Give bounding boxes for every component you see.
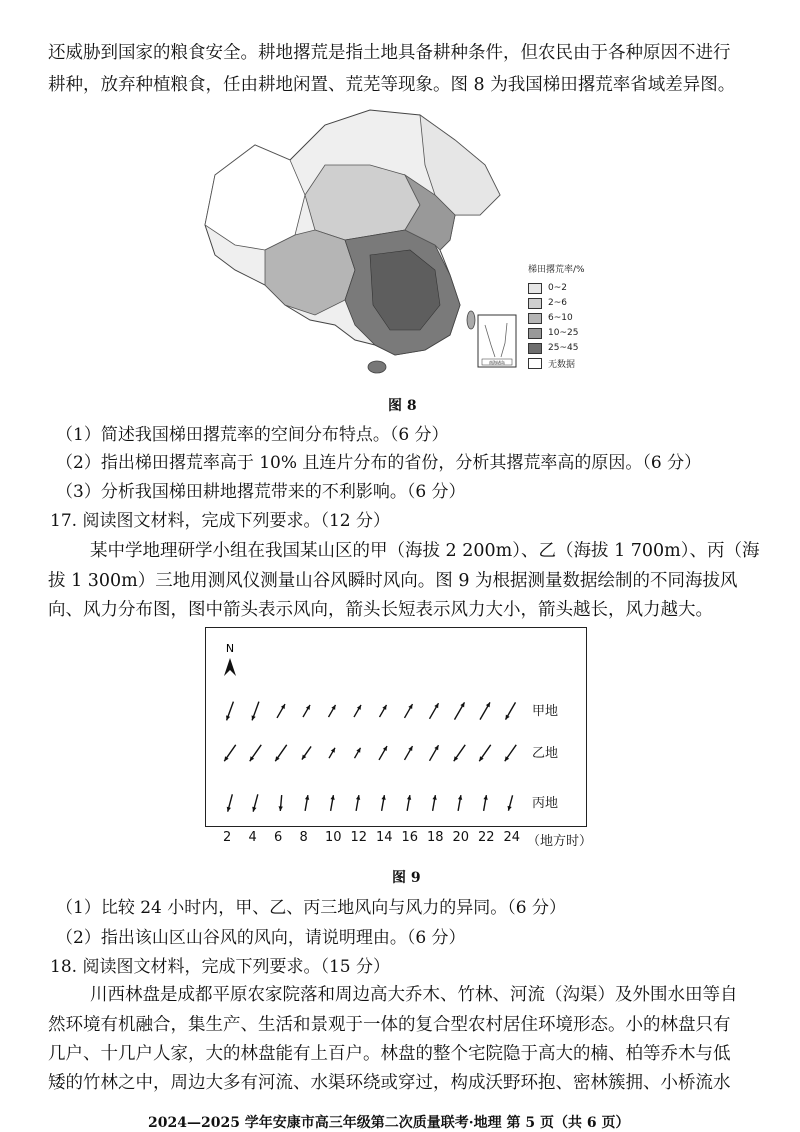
x-tick-label: 18 bbox=[427, 830, 444, 845]
wind-arrow bbox=[506, 702, 516, 719]
wind-arrow bbox=[381, 795, 385, 811]
legend-item bbox=[528, 281, 585, 295]
legend-item bbox=[528, 356, 585, 370]
site-label-bing: 丙地 bbox=[532, 796, 559, 811]
x-tick-label: 2 bbox=[223, 830, 232, 845]
wind-arrow bbox=[279, 795, 283, 811]
x-tick-label: 14 bbox=[376, 830, 393, 845]
wind-arrow bbox=[480, 702, 490, 719]
wind-arrow bbox=[380, 705, 387, 717]
q18-para-4: 矮的竹林之中，周边大多有河流、水渠环绕或穿过，构成沃野环抱、密林簇拥、小桥流水 bbox=[48, 1073, 731, 1093]
north-label: N bbox=[225, 642, 235, 655]
page-footer: 2024—2025 学年安康市高三年级第二次质量联考·地理 第 5 页（共 6 页） bbox=[148, 1115, 630, 1131]
legend-item bbox=[528, 311, 585, 325]
wind-arrow bbox=[354, 705, 361, 717]
legend-title: 梯田撂荒率/% bbox=[528, 265, 585, 275]
north-arrow bbox=[224, 642, 236, 676]
wind-arrow bbox=[407, 795, 411, 811]
figure-9-caption: 图 9 bbox=[392, 870, 421, 886]
wind-arrow bbox=[483, 795, 487, 811]
legend-label: 0~2 bbox=[548, 283, 567, 293]
q17-heading: 17. 阅读图文材料，完成下列要求。（12 分） bbox=[50, 511, 390, 531]
figure-8-caption: 图 8 bbox=[388, 398, 417, 414]
map-taiwan bbox=[467, 311, 475, 329]
q18-para-2: 然环境有机融合，集生产、生活和景观于一体的复合型农村居住环境形态。小的林盘只有 bbox=[48, 1015, 731, 1035]
q17-para-1: 某中学地理研学小组在我国某山区的甲（海拔 2 200m）、乙（海拔 1 700m）、丙（海 bbox=[90, 541, 760, 561]
legend-label: 10~25 bbox=[548, 328, 579, 338]
x-tick-label: 16 bbox=[401, 830, 419, 845]
wind-arrow bbox=[250, 745, 261, 761]
map-region-north bbox=[305, 165, 420, 240]
legend-swatch bbox=[528, 343, 542, 354]
wind-arrow bbox=[479, 745, 490, 761]
q16-sub1: （1）简述我国梯田撂荒率的空间分布特点。（6 分） bbox=[56, 425, 449, 445]
x-tick-label: 6 bbox=[274, 830, 283, 845]
wind-chart-svg bbox=[206, 628, 586, 826]
x-tick-label: 12 bbox=[350, 830, 368, 845]
legend-swatch bbox=[528, 283, 542, 294]
wind-arrow bbox=[430, 745, 439, 761]
q16-sub2: （2）指出梯田撂荒率高于 10% 且连片分布的省份，分析其撂荒率高的原因。（6 分） bbox=[56, 453, 702, 473]
x-tick-label: 8 bbox=[299, 830, 308, 845]
wind-arrow bbox=[455, 702, 465, 719]
wind-arrow bbox=[507, 795, 512, 810]
wind-arrow bbox=[379, 746, 387, 760]
wind-arrow bbox=[432, 795, 436, 811]
china-map bbox=[195, 105, 525, 380]
wind-arrow bbox=[305, 795, 309, 811]
wind-arrow bbox=[252, 702, 259, 721]
legend-swatch bbox=[528, 328, 542, 339]
legend-item bbox=[528, 296, 585, 310]
wind-arrow bbox=[277, 704, 285, 718]
q18-para-3: 几户、十几户人家，大的林盘能有上百户。林盘的整个宅院隐于高大的楠、柏等乔木与低 bbox=[48, 1044, 731, 1064]
wind-chart bbox=[205, 627, 587, 827]
map-region-nodata bbox=[205, 145, 305, 250]
site-label-jia: 甲地 bbox=[532, 704, 559, 719]
x-tick-label: 22 bbox=[478, 830, 495, 845]
map-inset-label: 南海诸岛 bbox=[489, 360, 505, 365]
wind-arrow bbox=[252, 794, 258, 811]
x-tick-label: 10 bbox=[325, 830, 342, 845]
legend-item bbox=[528, 326, 585, 340]
intro-line-2: 耕种，放弃种植粮食，任由耕地闲置、荒芜等现象。图 8 为我国梯田撂荒率省域差异图。 bbox=[48, 75, 736, 95]
x-tick-label: 24 bbox=[503, 830, 521, 845]
x-tick-label: 20 bbox=[452, 830, 470, 845]
wind-arrow bbox=[227, 794, 233, 811]
q16-sub3: （3）分析我国梯田耕地撂荒带来的不利影响。（6 分） bbox=[56, 482, 466, 502]
q17-para-3: 向、风力分布图，图中箭头表示风向，箭头长短表示风力大小，箭头越长，风力越大。 bbox=[48, 600, 713, 620]
legend-swatch bbox=[528, 298, 542, 309]
wind-arrow bbox=[356, 795, 360, 811]
legend-swatch bbox=[528, 313, 542, 324]
wind-arrow bbox=[329, 705, 336, 717]
map-hainan bbox=[368, 361, 386, 373]
site-label-yi: 乙地 bbox=[532, 746, 559, 761]
wind-arrow bbox=[226, 702, 233, 721]
wind-arrow bbox=[275, 745, 286, 761]
wind-arrow bbox=[302, 746, 311, 759]
wind-arrow bbox=[329, 748, 335, 758]
wind-arrow bbox=[430, 703, 439, 719]
wind-arrow bbox=[355, 748, 361, 758]
wind-arrow bbox=[505, 745, 516, 761]
intro-line-1: 还威胁到国家的粮食安全。耕地撂荒是指土地具备耕种条件，但农民由于各种原因不进行 bbox=[48, 43, 731, 63]
x-tick-label: 4 bbox=[248, 830, 257, 845]
wind-arrow bbox=[405, 746, 413, 760]
wind-arrow bbox=[458, 795, 462, 811]
wind-arrow bbox=[405, 704, 413, 718]
legend-item bbox=[528, 341, 585, 355]
q18-para-1: 川西林盘是成都平原农家院落和周边高大乔木、竹林、河流（沟渠）及外围水田等自 bbox=[90, 985, 738, 1005]
wind-arrow bbox=[224, 745, 235, 761]
q18-heading: 18. 阅读图文材料，完成下列要求。（15 分） bbox=[50, 957, 390, 977]
x-axis-ticks bbox=[205, 830, 605, 848]
q17-sub1: （1）比较 24 小时内，甲、乙、丙三地风向与风力的异同。（6 分） bbox=[56, 898, 566, 918]
map-legend bbox=[528, 262, 585, 371]
legend-swatch bbox=[528, 358, 542, 369]
legend-label: 25~45 bbox=[548, 343, 579, 353]
wind-arrow bbox=[454, 745, 465, 761]
q17-para-2: 拔 1 300m）三地用测风仪测量山谷风瞬时风向。图 9 为根据测量数据绘制的不同海拔风 bbox=[48, 571, 738, 591]
legend-label: 无数据 bbox=[548, 359, 576, 370]
wind-arrow bbox=[303, 705, 310, 717]
legend-label: 6~10 bbox=[548, 313, 573, 323]
x-axis-unit: （地方时） bbox=[527, 834, 593, 849]
wind-arrow bbox=[330, 795, 334, 811]
legend-label: 2~6 bbox=[548, 298, 567, 308]
q17-sub2: （2）指出该山区山谷风的风向，请说明理由。（6 分） bbox=[56, 928, 466, 948]
